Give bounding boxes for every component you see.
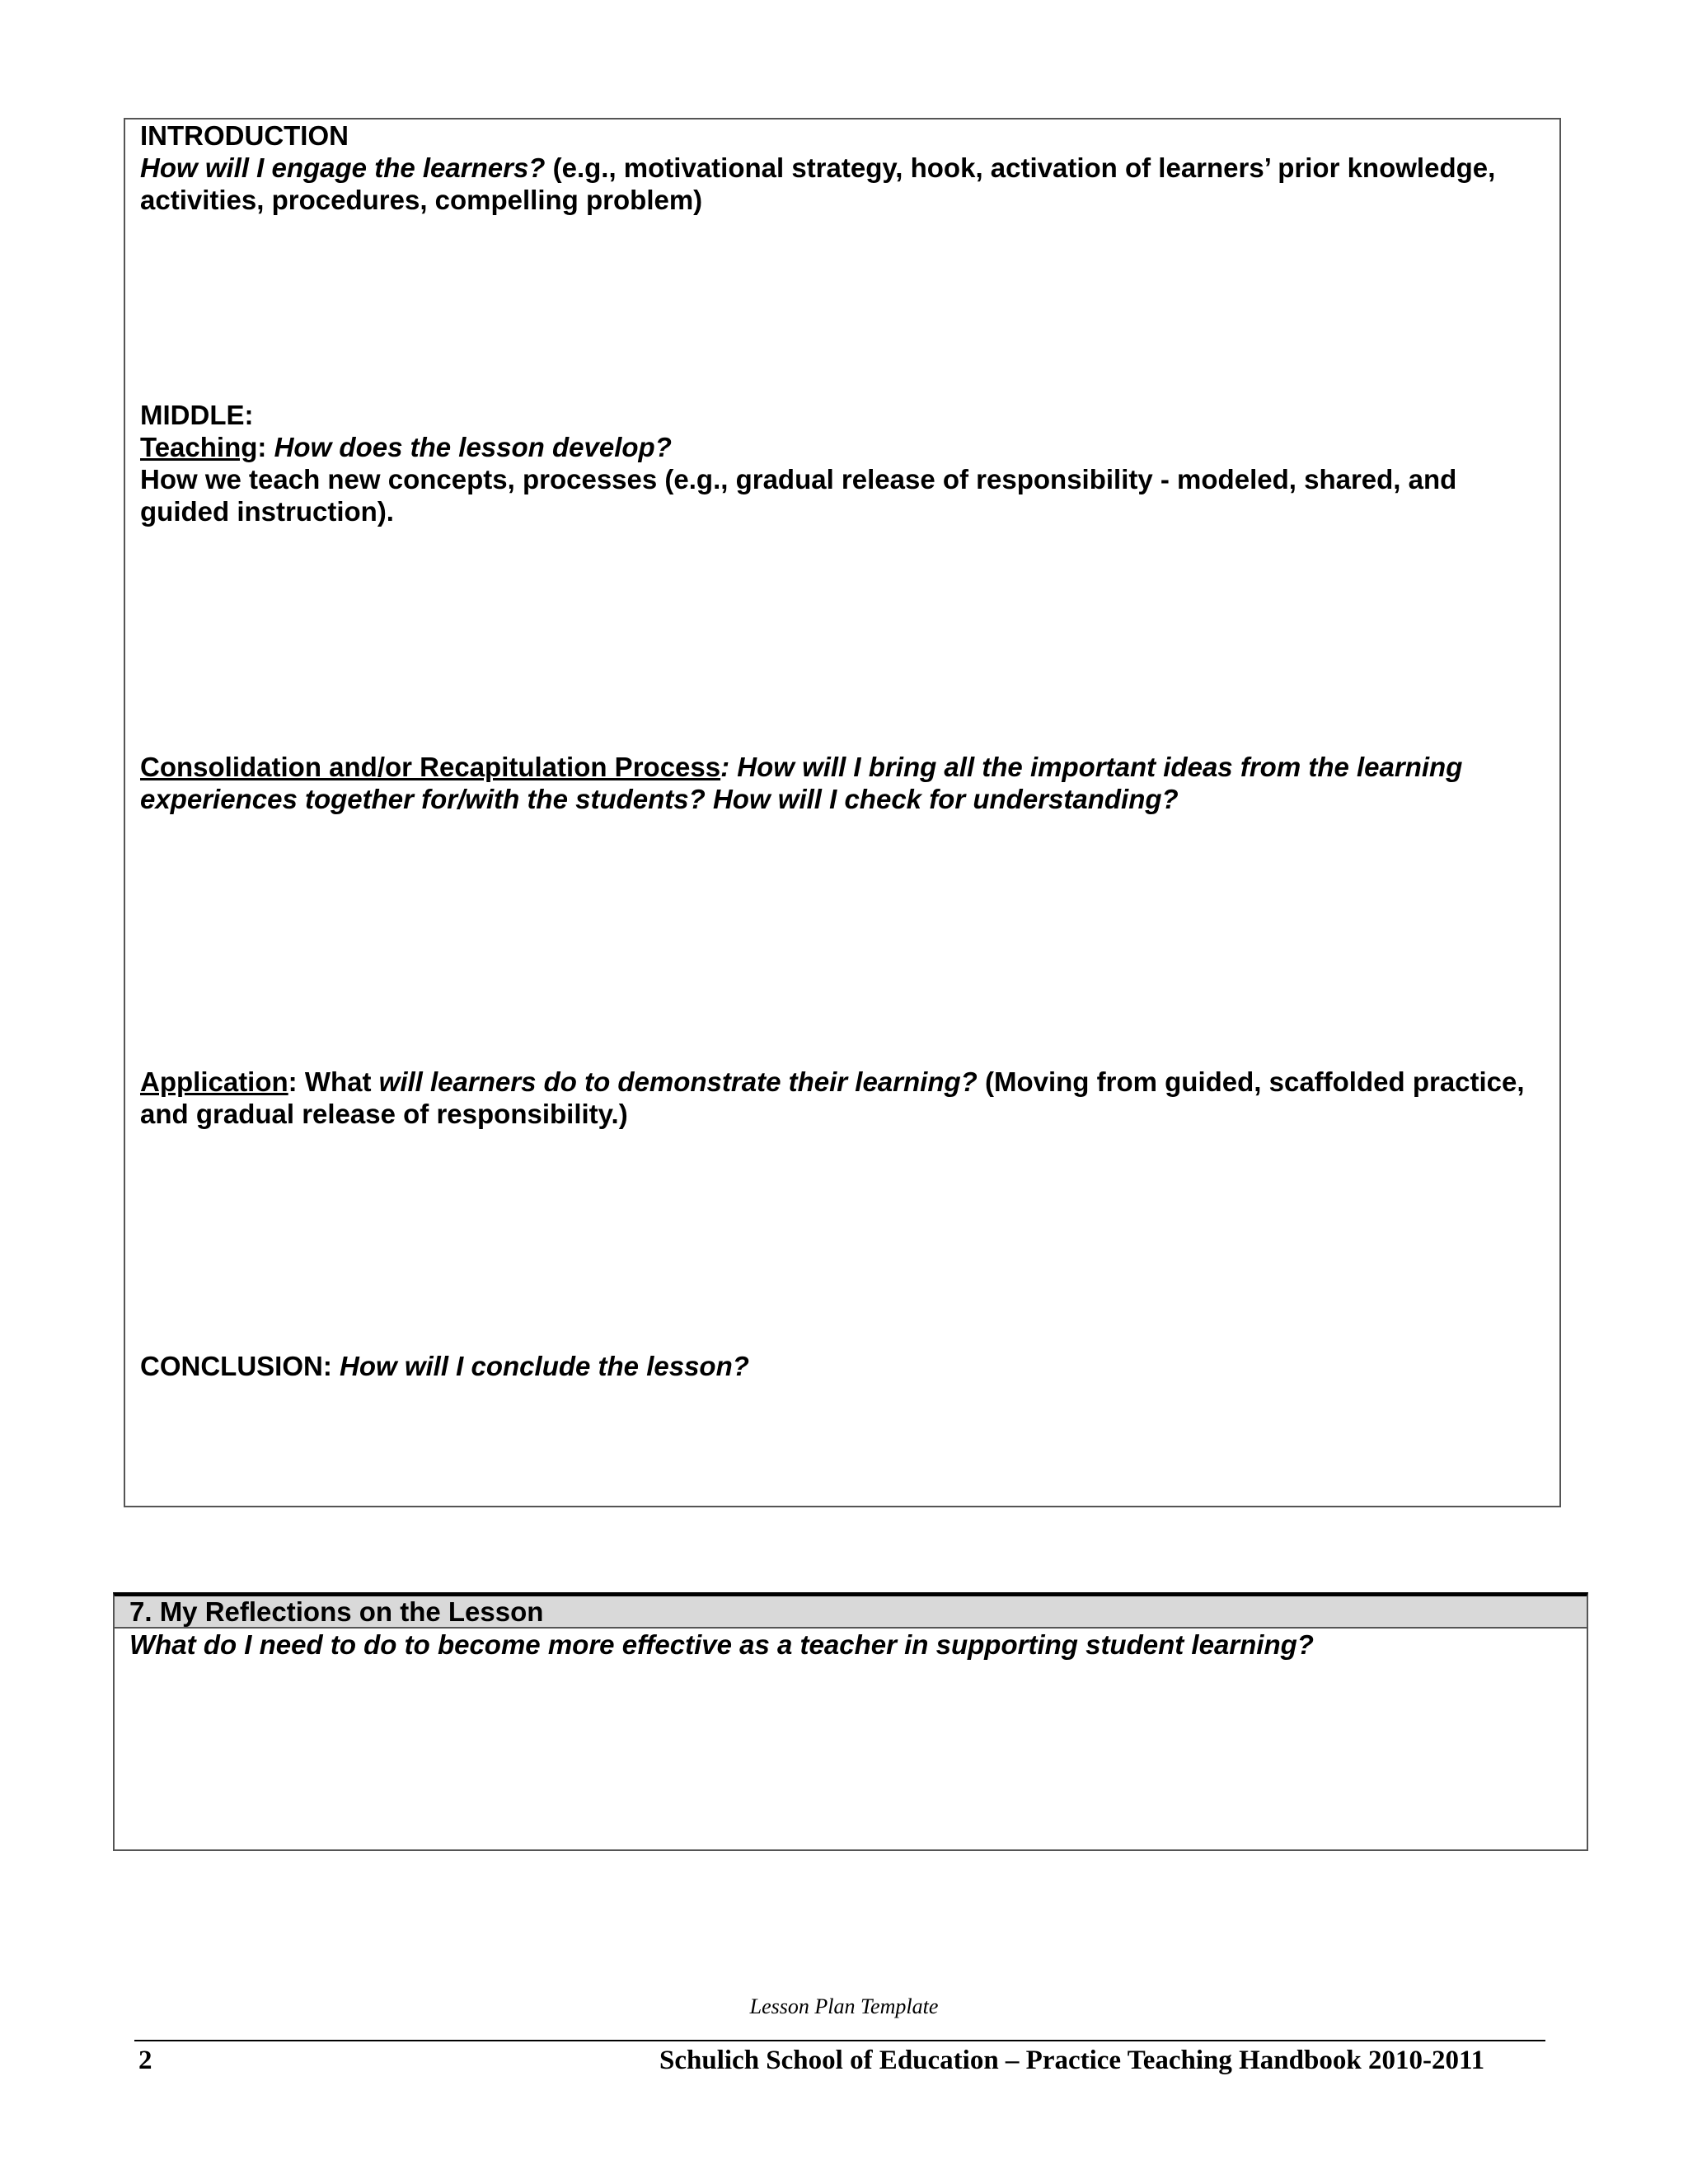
application-separator: : What [288,1066,379,1097]
handbook-title: Schulich School of Education – Practice Teaching Handbook 2010-2011 [659,2046,1485,2075]
page-number: 2 [138,2046,152,2075]
conclusion-label: CONCLUSION: [140,1351,340,1381]
reflections-prompt: What do I need to do to become more effective as a teacher in supporting student learning? [129,1629,1314,1660]
middle-section [140,399,1545,527]
footer-caption: Lesson Plan Template [749,1994,939,2018]
teaching-separator: : [257,432,274,462]
conclusion-section [140,1350,1545,1382]
middle-heading: MIDDLE: [140,400,254,430]
application-question: will learners do to demonstrate their learning? [378,1066,978,1097]
teaching-label: Teaching [140,432,258,462]
consolidation-section [140,751,1545,815]
introduction-prompt [140,152,1545,216]
application-prompt [140,1066,1545,1130]
footer-divider [134,2040,1545,2041]
consolidation-question: : How will I bring all the important ideas from the learning experiences together for/with the students? How will I check for understanding? [140,752,1463,814]
teaching-question: How does the lesson develop? [274,432,672,462]
consolidation-label: Consolidation and/or Recapitulation Process [140,752,721,782]
teaching-prompt [140,431,1545,463]
consolidation-prompt [140,751,1545,815]
introduction-detail: (e.g., motivational strategy, hook, activation of learners’ prior knowledge, activities, procedures, compelling problem) [140,152,1496,215]
conclusion-prompt [140,1350,1545,1382]
introduction-heading: INTRODUCTION [140,120,349,151]
introduction-question: How will I engage the learners? [140,152,546,183]
application-label: Application [140,1066,288,1097]
introduction-section [140,120,1545,216]
application-detail: (Moving from guided, scaffolded practice, and gradual release of responsibility.) [140,1066,1525,1129]
application-section [140,1066,1545,1130]
conclusion-question: How will I conclude the lesson? [340,1351,749,1381]
reflections-header: 7. My Reflections on the Lesson [115,1596,1587,1629]
teaching-detail: How we teach new concepts, processes (e.g., gradual release of responsibility - modeled, shared, and guided instruction). [140,464,1457,527]
lesson-plan-box [124,118,1561,1507]
reflections-box [113,1592,1588,1851]
